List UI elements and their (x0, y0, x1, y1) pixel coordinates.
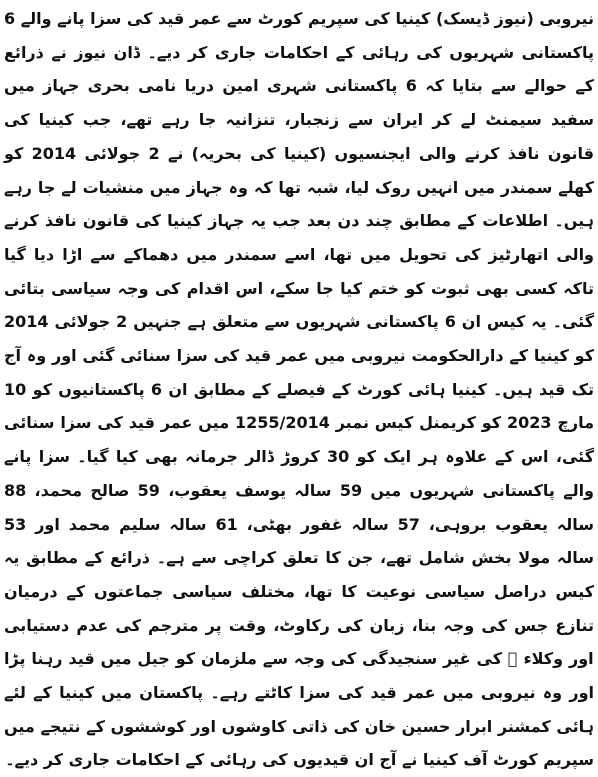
article-body: نیروبی (نیوز ڈیسک) کینیا کی سپریم کورٹ سے عمر قید کی سزا پانے والے 6 پاکستانی شہریوں کی رہائی کے احکامات جاری کر دیے۔ ڈان نیوز نے ذرائع کے حوالے سے بتایا کہ 6 پاکستانی شہری امین دریا نامی بحری جہاز میں سفید سیمنٹ لے کر ایران سے زنجبار، تنزانیہ جا رہے تھے، جب کینیا کی قانون نافذ کرنے والی ایجنسیوں (کینیا کی بحریہ) نے 2 جولائی 2014 کو کھلے سمندر میں انہیں روک لیا، شبہ تھا کہ وہ جہاز میں منشیات لے جا رہے ہیں۔ اطلاعات کے مطابق چند دن بعد جب یہ جہاز کینیا کی قانون نافذ کرنے والی اتھارٹیز کی تحویل میں تھا، اسے سمندر میں دھماکے سے اڑا دیا گیا تاکہ کسی بھی ثبوت کو ختم کیا جا سکے، اس اقدام کی وجہ سیاسی بتائی گئی۔ یہ کیس ان 6 پاکستانی شہریوں سے متعلق ہے جنہیں 2 جولائی 2014 کو کینیا کے دارالحکومت نیروبی میں عمر قید کی سزا سنائی گئی اور وہ آج تک قید ہیں۔ کینیا ہائی کورٹ کے فیصلے کے مطابق ان 6 پاکستانیوں کو 10 مارچ 2023 کو کریمنل کیس نمبر 1255/2014 میں عمر قید کی سزا سنائی گئی، اس کے علاوہ ہر ایک کو 30 کروڑ ڈالر جرمانہ بھی کیا گیا۔ سزا پانے والے پاکستانی شہریوں میں 59 سالہ یوسف یعقوب، 59 صالح محمد، 88 سالہ یعقوب بروہی، 57 سالہ غفور بھٹی، 61 سالہ سلیم محمد اور 53 سالہ مولا بخش شامل تھے، جن کا تعلق کراچی سے ہے۔ ذرائع کے مطابق یہ کیس دراصل سیاسی نوعیت کا تھا، مختلف سیاسی جماعتوں کے درمیان تنازع جس کی وجہ بنا، زبان کی رکاوٹ، وقت پر مترجم کی عدم دستیابی اور وکلاء ⃞ کی غیر سنجیدگی کی وجہ سے ملزمان کو جیل میں قید رہنا پڑا اور وہ نیروبی میں عمر قید کی سزا کاٹتے رہے۔ پاکستان میں کینیا کے لئے ہائی کمشنر ابرار حسین خان کی ذاتی کاوشوں اور کوششوں کے نتیجے میں سپریم کورٹ آف کینیا نے آج ان قیدیوں کی رہائی کے احکامات جاری کر دیے۔ (4, 9, 595, 770)
